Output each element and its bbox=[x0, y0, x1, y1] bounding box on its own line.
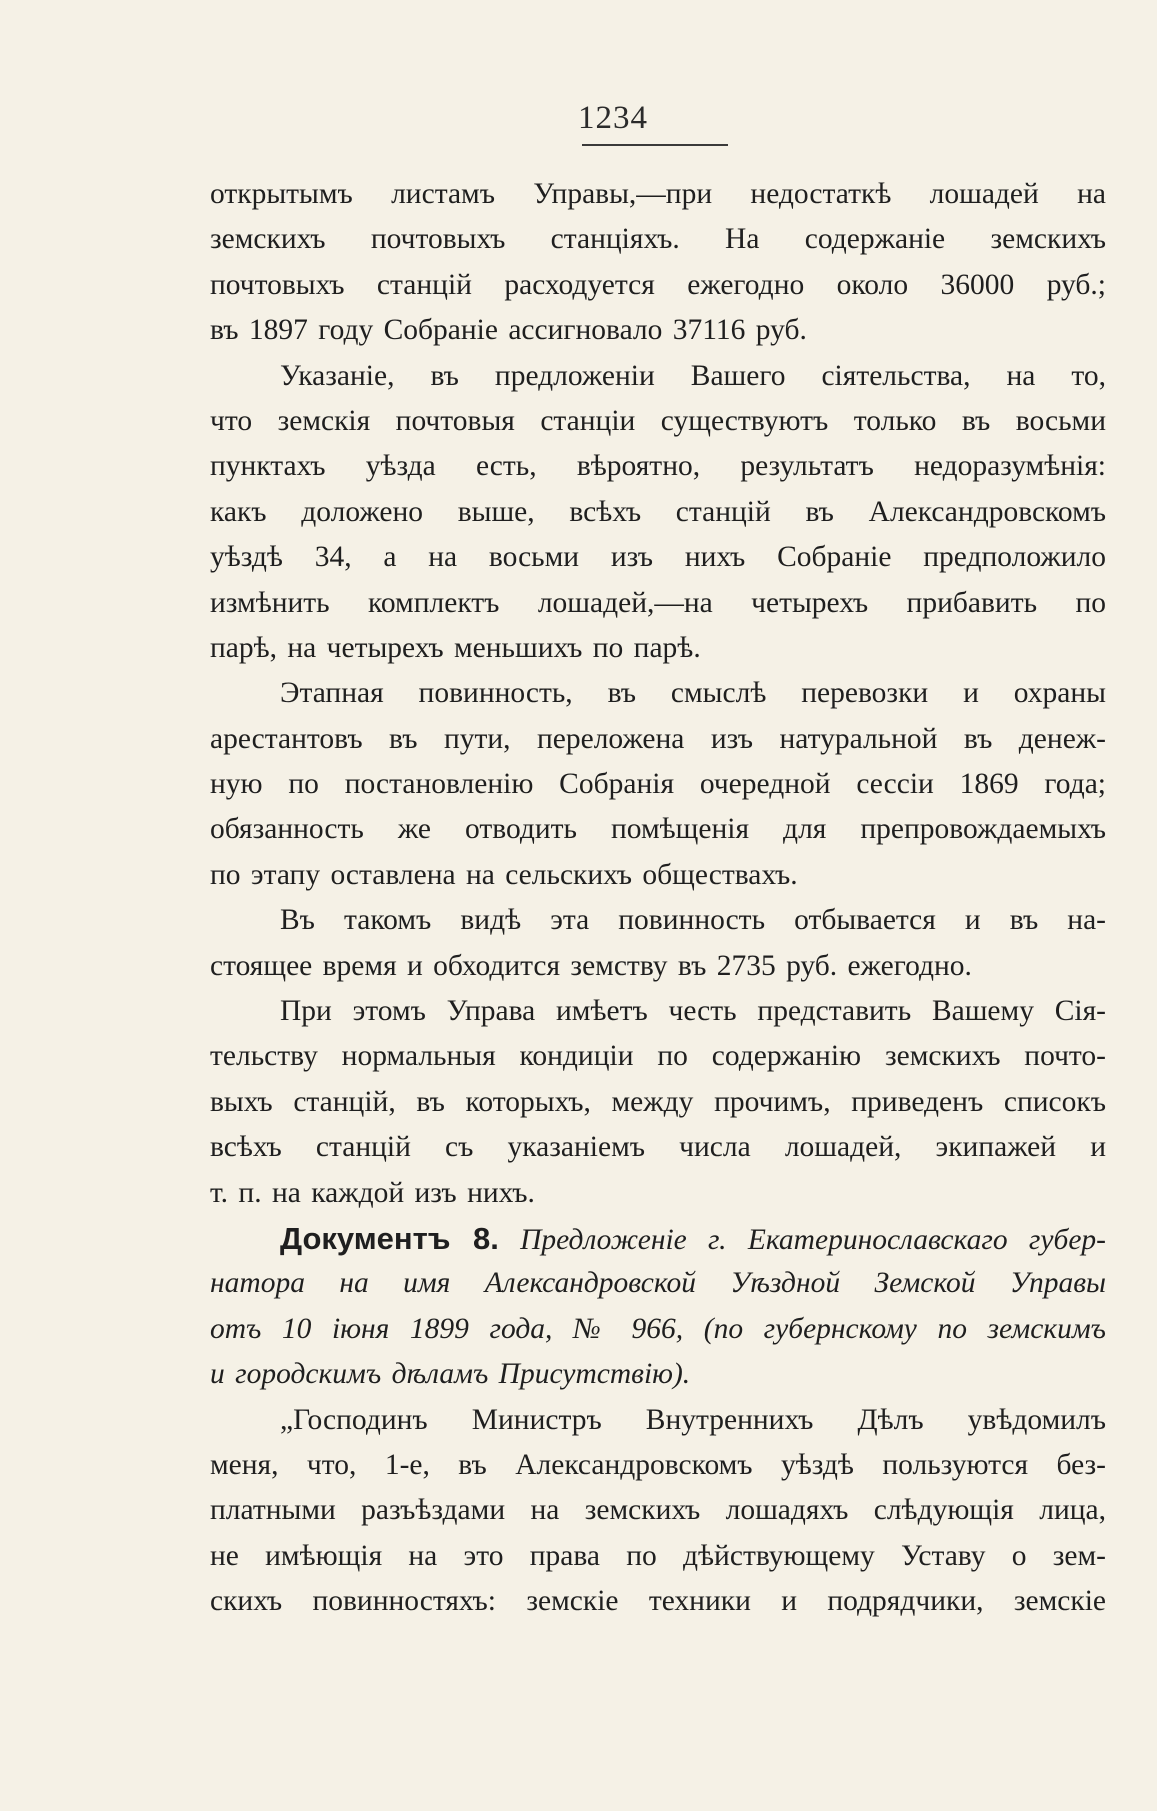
page-number-rule bbox=[582, 144, 728, 146]
quote-line: меня, что, 1-е, въ Александровскомъ уѣздѣ пользуются без- bbox=[210, 1448, 1106, 1481]
text-line: арестантовъ въ пути, переложена изъ натуральной въ денеж- bbox=[210, 722, 1106, 755]
text-line: обязанность же отводить помѣщенія для препровождаемыхъ bbox=[210, 813, 1106, 846]
quote-line: не имѣющія на это права по дѣйствующему Уставу о зем- bbox=[210, 1539, 1106, 1572]
text-line: парѣ, на четырехъ меньшихъ по парѣ. bbox=[210, 631, 701, 664]
text-line: стоящее время и обходится земству въ 2735 руб. ежегодно. bbox=[210, 949, 972, 982]
text-line: пунктахъ уѣзда есть, вѣроятно, результатъ недоразумѣнія: bbox=[210, 450, 1106, 483]
document-title-line: натора на имя Александровской Уѣздной Земской Управы bbox=[210, 1267, 1106, 1300]
text-line: земскихъ почтовыхъ станціяхъ. На содержаніе земскихъ bbox=[210, 223, 1106, 256]
document-title-part: Предложеніе г. Екатеринославскаго губер- bbox=[520, 1223, 1107, 1256]
quote-line: скихъ повинностяхъ: земскіе техники и подрядчики, земскіе bbox=[210, 1585, 1106, 1618]
text-line: почтовыхъ станцій расходуется ежегодно около 36000 руб.; bbox=[210, 268, 1106, 301]
body-text bbox=[210, 172, 1106, 1625]
page-number: 1234 bbox=[578, 100, 648, 136]
text-line: что земскія почтовыя станціи существуютъ только въ восьми bbox=[210, 404, 1106, 437]
text-line: въ 1897 году Собраніе ассигновало 37116 руб. bbox=[210, 314, 807, 347]
text-line: открытымъ листамъ Управы,—при недостаткѣ лошадей на bbox=[210, 178, 1106, 210]
document-title-line: отъ 10 іюня 1899 года, № 966, (по губернскому по земскимъ bbox=[210, 1312, 1106, 1345]
text-line: т. п. на каждой изъ нихъ. bbox=[210, 1176, 535, 1209]
text-line: по этапу оставлена на сельскихъ обществахъ. bbox=[210, 858, 798, 891]
quote-line: „Господинъ Министръ Внутреннихъ Дѣлъ увѣдомилъ bbox=[280, 1403, 1106, 1436]
quote-line: платными разъѣздами на земскихъ лошадяхъ слѣдующія лица, bbox=[210, 1494, 1106, 1527]
text-line: какъ доложено выше, всѣхъ станцій въ Александровскомъ bbox=[210, 495, 1106, 528]
text-line: тельству нормальныя кондиціи по содержанію земскихъ почто- bbox=[210, 1040, 1106, 1073]
document-heading-line bbox=[210, 1216, 1106, 1261]
text-line: Въ такомъ видѣ эта повинность отбывается и въ на- bbox=[280, 904, 1106, 937]
document-label: Документъ 8. bbox=[280, 1220, 499, 1256]
text-line: всѣхъ станцій съ указаніемъ числа лошадей, экипажей и bbox=[210, 1131, 1106, 1164]
text-line: Указаніе, въ предложеніи Вашего сіятельства, на то, bbox=[280, 359, 1106, 392]
text-line: ную по постановленію Собранія очередной сессіи 1869 года; bbox=[210, 768, 1106, 801]
document-title-line: и городскимъ дѣламъ Присутствію). bbox=[210, 1358, 691, 1391]
text-line: измѣнить комплектъ лошадей,—на четырехъ прибавить по bbox=[210, 586, 1106, 619]
text-line: При этомъ Управа имѣетъ честь представить Вашему Сія- bbox=[280, 995, 1106, 1028]
text-line: выхъ станцій, въ которыхъ, между прочимъ, приведенъ списокъ bbox=[210, 1085, 1106, 1118]
text-line: Этапная повинность, въ смыслѣ перевозки и охраны bbox=[280, 677, 1106, 710]
text-line: уѣздѣ 34, а на восьми изъ нихъ Собраніе предположило bbox=[210, 541, 1106, 574]
